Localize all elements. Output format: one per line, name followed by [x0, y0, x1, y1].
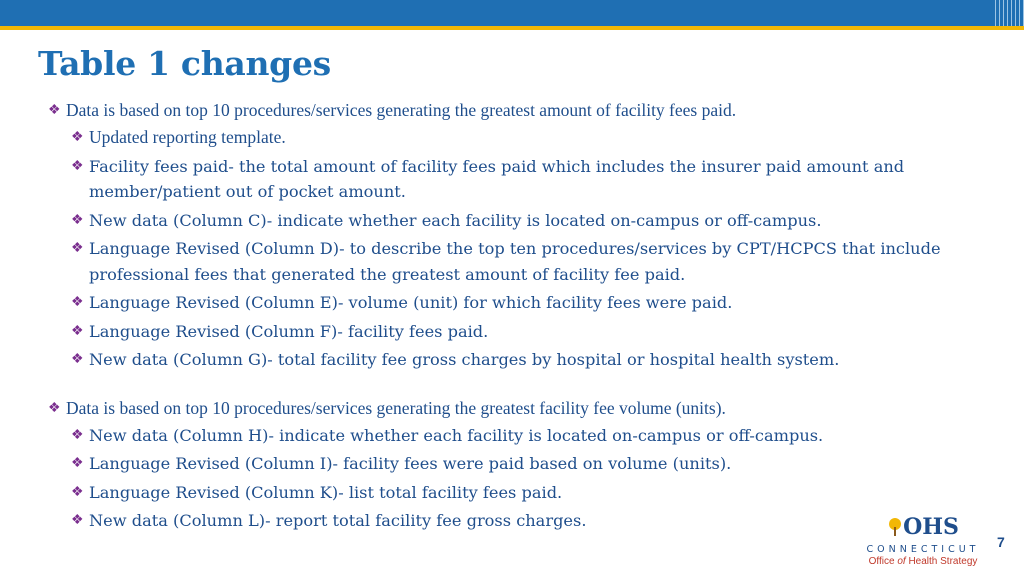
list-item	[71, 319, 998, 345]
list-item-text: Language Revised (Column K)- list total facility fees paid.	[89, 482, 563, 502]
list-item	[71, 480, 998, 506]
diamond-bullet-icon: ❖	[71, 455, 84, 471]
list-item	[71, 125, 998, 151]
list-item	[71, 236, 998, 287]
section-heading-text: Data is based on top 10 procedures/services generating the greatest amount of facility fees paid.	[66, 100, 737, 120]
list-item-text: Updated reporting template.	[89, 127, 286, 147]
charter-oak-icon	[887, 517, 903, 537]
header-accent-line	[0, 26, 1024, 30]
diamond-bullet-icon: ❖	[71, 483, 84, 500]
list-item-text: New data (Column L)- report total facility fee gross charges.	[89, 511, 587, 530]
list-item	[71, 290, 998, 316]
list-item	[71, 347, 998, 373]
logo-ohs-text: OHS	[903, 514, 959, 540]
section-spacer	[48, 373, 998, 396]
list-item-text: New data (Column H)- indicate whether each facility is located on-campus or off-campus.	[89, 425, 824, 445]
diamond-bullet-icon: ❖	[71, 351, 84, 367]
diamond-bullet-icon: ❖	[71, 211, 84, 228]
section-heading	[48, 396, 998, 420]
diamond-bullet-icon: ❖	[48, 102, 61, 118]
ohs-logo	[864, 516, 982, 572]
list-item	[71, 508, 998, 534]
diamond-bullet-icon: ❖	[71, 294, 84, 310]
page-number: 7	[997, 534, 1005, 550]
list-item-text: Facility fees paid- the total amount of facility fees paid which includes the insurer paid amount and member/patient out of pocket amount.	[89, 156, 905, 201]
diamond-bullet-icon: ❖	[71, 129, 84, 145]
logo-office-suffix: Health Strategy	[905, 556, 978, 567]
section-heading-text: Data is based on top 10 procedures/services generating the greatest facility fee volume (units).	[66, 397, 726, 418]
list-item	[71, 423, 998, 449]
slide-title: Table 1 changes	[38, 44, 331, 83]
list-item-text: Language Revised (Column E)- volume (unit) for which facility fees were paid.	[89, 293, 733, 312]
header-stripes	[992, 0, 1024, 26]
list-item-text: New data (Column G)- total facility fee gross charges by hospital or hospital health system.	[89, 350, 840, 369]
list-item	[71, 208, 998, 234]
list-item-text: New data (Column C)- indicate whether each facility is located on-campus or off-campus.	[89, 210, 822, 230]
logo-office-prefix: Office	[868, 556, 898, 567]
diamond-bullet-icon: ❖	[71, 240, 84, 256]
list-item	[71, 154, 998, 205]
logo-office-text	[864, 556, 982, 567]
diamond-bullet-icon: ❖	[71, 512, 84, 528]
section-heading	[48, 98, 998, 122]
diamond-bullet-icon: ❖	[71, 157, 84, 174]
list-item-text: Language Revised (Column I)- facility fees were paid based on volume (units).	[89, 454, 732, 473]
bullet-content	[48, 98, 998, 534]
list-item-text: Language Revised (Column D)- to describe the top ten procedures/services by CPT/HCPCS that include professional fees that generated the greatest amount of facility fee paid.	[89, 239, 941, 284]
logo-mark	[864, 516, 982, 538]
diamond-bullet-icon: ❖	[48, 399, 61, 416]
logo-state-text: CONNECTICUT	[866, 544, 980, 555]
list-item	[71, 451, 998, 477]
header-bar	[0, 0, 1024, 26]
logo-office-of: of	[897, 556, 906, 567]
list-item-text: Language Revised (Column F)- facility fees paid.	[89, 321, 489, 341]
diamond-bullet-icon: ❖	[71, 322, 84, 339]
diamond-bullet-icon: ❖	[71, 426, 84, 443]
